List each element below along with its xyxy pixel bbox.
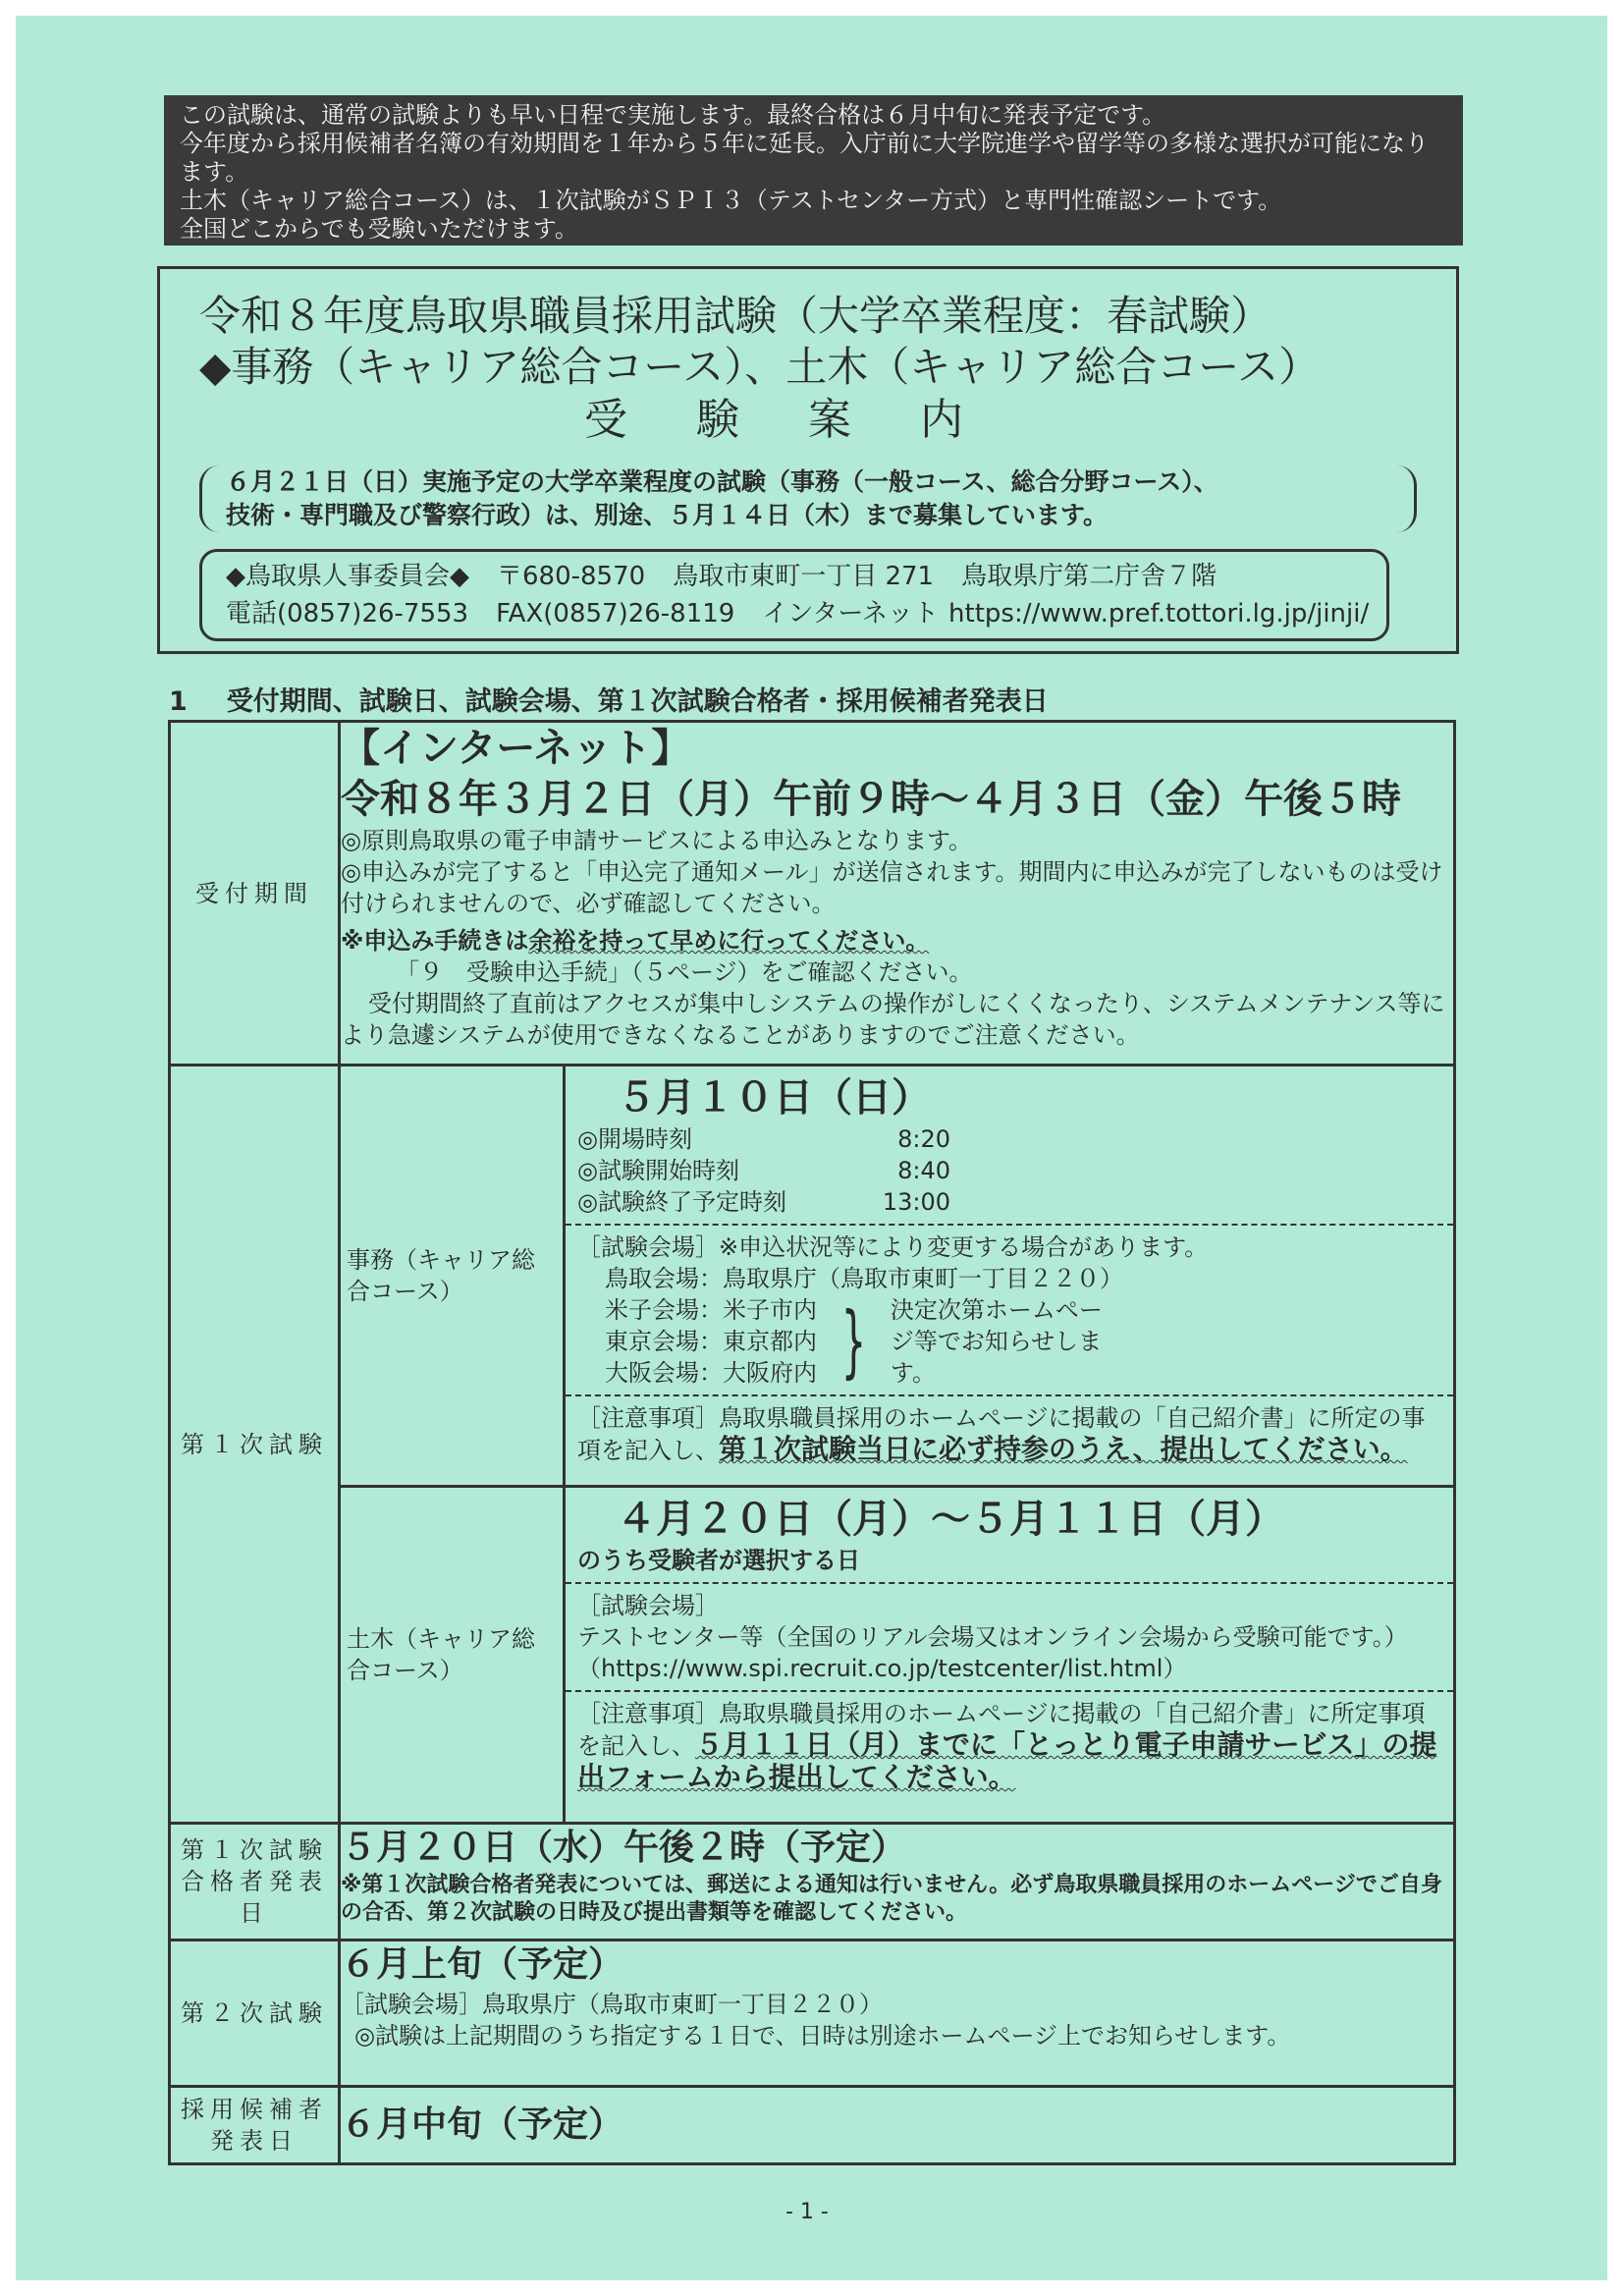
org: ◆鳥取県人事委員会◆ <box>226 562 469 591</box>
second-cell <box>340 1941 1455 2087</box>
section-number: 1 <box>169 686 188 717</box>
time-value: 13:00 <box>882 1188 950 1216</box>
sub-label: 事務（キャリア総合コース） <box>340 1066 565 1487</box>
notice-line: 土木（キャリア総合コース）は、１次試験がＳＰＩ３（テストセンター方式）と専門性確認シートです。 <box>180 187 1282 214</box>
announce-date: ６月中旬（予定） <box>341 2105 624 2145</box>
note: ◎原則鳥取県の電子申請サービスによる申込みとなります。 <box>341 827 973 854</box>
venue: ［試験会場］鳥取県庁（鳥取市東町一丁目２２０） <box>341 1991 883 2018</box>
venue-heading: ［試験会場］ <box>577 1592 719 1619</box>
notice-line: この試験は、通常の試験よりも早い日程で実施します。最終合格は６月中旬に発表予定です。 <box>180 101 1166 129</box>
other-recruitment-note <box>199 465 1417 532</box>
building: 鳥取県庁第二庁舎７階 <box>961 562 1217 591</box>
jimu-date-block <box>566 1066 1453 1224</box>
time-row <box>577 1186 950 1218</box>
exam-date: ５月１０日（日） <box>617 1075 931 1121</box>
title-box <box>157 266 1459 654</box>
doboku-venue-block <box>566 1582 1453 1690</box>
time-label: ◎開場時刻 <box>577 1125 692 1153</box>
jimu-cell <box>565 1066 1455 1487</box>
title-line-3: 受験案内 <box>584 395 1032 445</box>
jimu-caution <box>566 1394 1453 1472</box>
exam-date: ４月２０日（月）～５月１１日（月） <box>617 1497 1284 1542</box>
doboku-caution <box>566 1690 1453 1800</box>
row-label: 第１次試験合格者発表日 <box>170 1824 340 1941</box>
note-prefix: ※申込み手続きは <box>341 927 529 955</box>
jimu-venue-block <box>566 1224 1453 1394</box>
table-row-final <box>170 2087 1455 2164</box>
doboku-cell <box>565 1487 1455 1824</box>
note-emphasis <box>341 925 1453 957</box>
notice-box <box>164 95 1463 246</box>
recruit-line: ６月２１日（日）実施予定の大学卒業程度の試験（事務（一般コース、総合分野コース）、 <box>226 467 1218 496</box>
row-label: 受付期間 <box>170 722 340 1066</box>
section-title: 受付期間、試験日、試験会場、第１次試験合格者・採用候補者発表日 <box>226 686 1049 717</box>
caution-emphasis: 第１次試験当日に必ず持参のうえ、提出してください。 <box>719 1433 1408 1465</box>
address: 鳥取市東町一丁目 271 <box>673 562 935 591</box>
row-label: 採用候補者発表日 <box>170 2087 340 2164</box>
reception-period: 令和８年３月２日（月）午前９時～４月３日（金）午後５時 <box>341 777 1401 822</box>
venue: 米子会場：米子市内 <box>605 1296 817 1324</box>
note: 「９ 受験申込手続」（５ページ）をご確認ください。 <box>396 958 973 986</box>
note: ◎試験は上記期間のうち指定する１日で、日時は別途ホームページ上でお知らせします。 <box>354 2022 1291 2050</box>
fax: FAX(0857)26-8119 <box>496 599 735 629</box>
note: ◎申込みが完了すると「申込完了通知メール」が送信されます。期間内に申込みが完了しないものは受け付けられませんので、必ず確認してください。 <box>341 858 1443 917</box>
caution-text: ［注意事項］鳥取県職員採用のホームページに掲載の「自己紹介書」に所定の事項を記入し、 <box>577 1404 1426 1464</box>
venue-main: 鳥取会場：鳥取県庁（鳥取市東町一丁目２２０） <box>605 1265 1123 1292</box>
reception-cell <box>340 722 1455 1066</box>
row-label: 第１次試験 <box>170 1066 340 1824</box>
table-row-first-exam-jimu <box>170 1066 1455 1487</box>
table-row-first-exam-doboku <box>170 1487 1455 1824</box>
page-number: - 1 - <box>785 2200 829 2224</box>
reception-method: 【インターネット】 <box>341 726 691 771</box>
announce-date: ５月２０日（水）午後２時（予定） <box>341 1828 907 1868</box>
caution-emphasis: ５月１１日（月）までに「とっとり電子申請サービス」の提出フォームから提出してください。 <box>577 1728 1437 1793</box>
section-heading <box>169 680 1049 718</box>
time-value: 8:40 <box>897 1157 950 1184</box>
caution-text: ［注意事項］鳥取県職員採用のホームページに掲載の「自己紹介書」に所定事項を記入し、 <box>577 1700 1426 1760</box>
table-row-first-pass <box>170 1824 1455 1941</box>
sub-label: 土木（キャリア総合コース） <box>340 1487 565 1824</box>
announce-note: ※第１次試験合格者発表については、郵送による通知は行いません。必ず鳥取県職員採用のホームページでご自身の合否、第２次試験の日時及び提出書類等を確認してください。 <box>341 1873 1442 1925</box>
venue: 大阪会場：大阪府内 <box>605 1359 817 1387</box>
title-line-2: ◆事務（キャリア総合コース）、土木（キャリア総合コース） <box>199 343 1321 391</box>
testcenter-link[interactable]: （https://www.spi.recruit.co.jp/testcenter/list.html） <box>577 1655 1187 1682</box>
exam-date-sub: のうち受験者が選択する日 <box>577 1547 860 1574</box>
other-venues <box>577 1294 1441 1389</box>
notice-line: 全国どこからでも受験いただけます。 <box>180 215 578 243</box>
notice-line: 今年度から採用候補者名簿の有効期間を１年から５年に延長。入庁前に大学院進学や留学等の多様な選択が可能になります。 <box>180 130 1429 186</box>
schedule-table <box>168 720 1456 2165</box>
table-row-reception <box>170 722 1455 1066</box>
time-label: ◎試験開始時刻 <box>577 1157 739 1184</box>
doboku-date-block <box>566 1488 1453 1582</box>
venue-note: 決定次第ホームページ等でお知らせします。 <box>890 1296 1103 1387</box>
internet-label: インターネット <box>762 599 940 629</box>
time-row <box>577 1123 950 1155</box>
final-cell <box>340 2087 1455 2164</box>
venue: テストセンター等（全国のリアル会場又はオンライン会場から受験可能です。） <box>577 1623 1408 1651</box>
venue: 東京会場：東京都内 <box>605 1328 817 1355</box>
recruit-line: 技術・専門職及び警察行政）は、別途、５月１４日（木）まで募集しています。 <box>226 501 1109 529</box>
table-row-second-exam <box>170 1941 1455 2087</box>
website-link[interactable]: https://www.pref.tottori.lg.jp/jinji/ <box>948 599 1370 629</box>
pass1-cell <box>340 1824 1455 1941</box>
venue-heading: ［試験会場］※申込状況等により変更する場合があります。 <box>577 1233 1209 1261</box>
time-row <box>577 1155 950 1186</box>
tel: 電話(0857)26-7553 <box>226 599 469 629</box>
time-value: 8:20 <box>897 1125 950 1153</box>
time-label: ◎試験終了予定時刻 <box>577 1188 786 1216</box>
note-underlined: 余裕を持って早めに行ってください。 <box>528 927 930 955</box>
contact-box <box>199 549 1389 641</box>
row-label: 第２次試験 <box>170 1941 340 2087</box>
postal: 〒680-8570 <box>497 562 646 591</box>
note: 受付期間終了直前はアクセスが集中しシステムの操作がしにくくなったり、システムメンテナンス等により急遽システムが使用できなくなることがありますのでご注意ください。 <box>341 990 1445 1049</box>
title-line-1: 令和８年度鳥取県職員採用試験（大学卒業程度：春試験） <box>199 292 1272 340</box>
brace: } <box>840 1295 867 1387</box>
exam-date: ６月上旬（予定） <box>341 1944 624 1985</box>
